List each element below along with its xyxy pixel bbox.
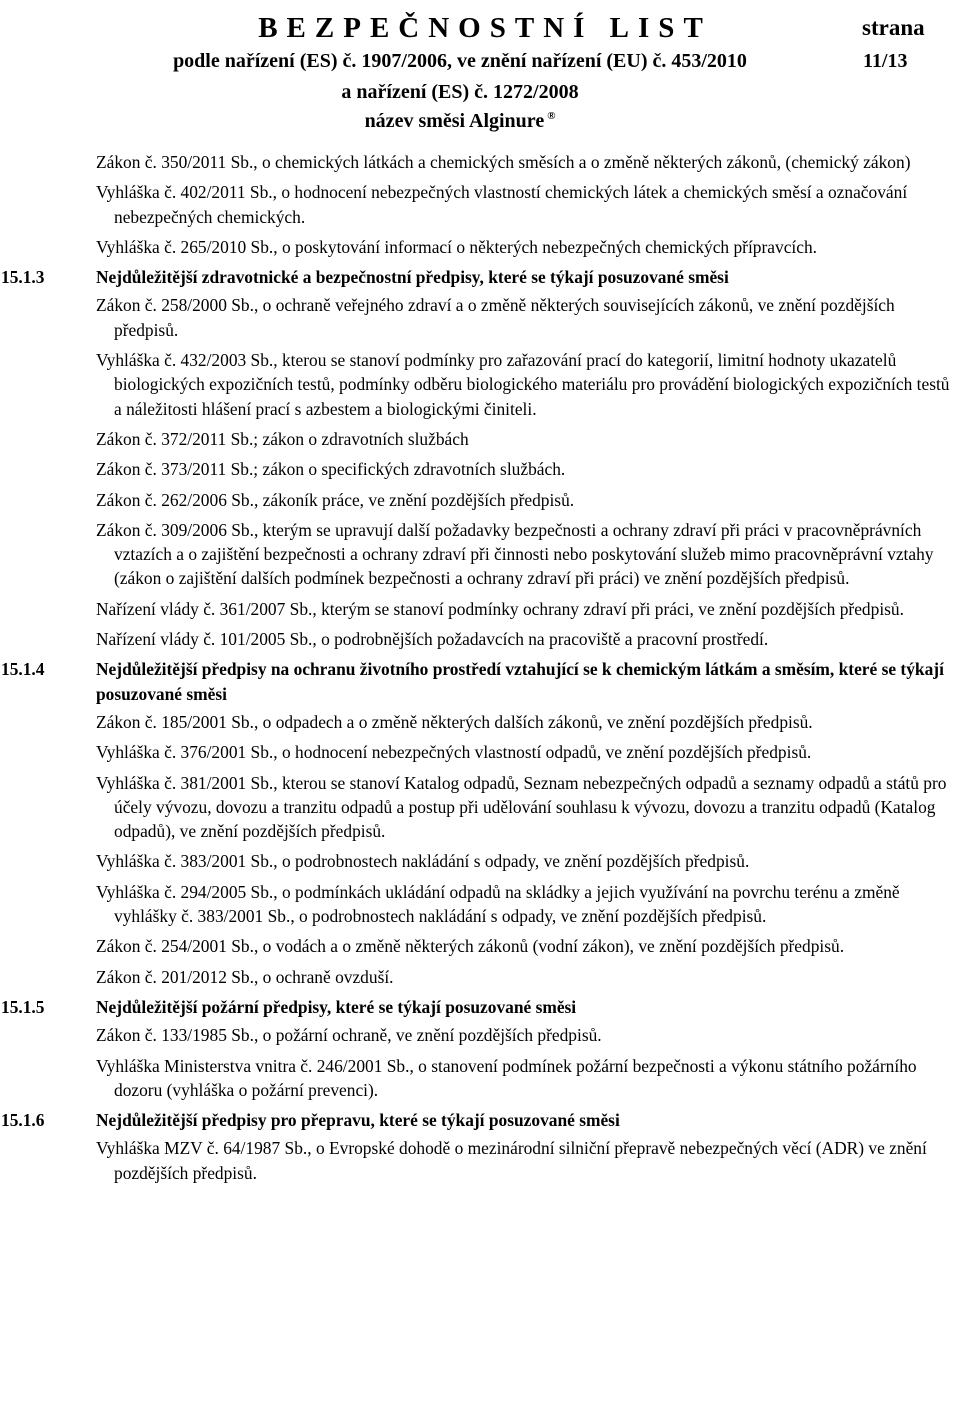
list-item: Zákon č. 350/2011 Sb., o chemických látkách a chemických směsích a o změně některých zákonů, (chemický zákon)	[96, 152, 911, 172]
list-item: Zákon č. 133/1985 Sb., o požární ochraně, ve znění pozdějších předpisů.	[96, 1025, 602, 1046]
page-header	[0, 0, 960, 140]
list-item: Nařízení vlády č. 101/2005 Sb., o podrobnějších požadavcích na pracoviště a pracovní prostředí.	[96, 629, 769, 650]
section-15-1-5	[0, 995, 960, 1102]
page-label: strana	[862, 15, 925, 40]
list-item: Vyhláška č. 432/2003 Sb., kterou se stanoví podmínky pro zařazování prací do kategorií, limitní hodnoty ukazatelů biologických expozičních testů, podmínky odběru biologického materiálu pro provádění biologických expozičních testů a náležitosti hlášení prací s azbestem a biologickými činiteli.	[96, 350, 950, 419]
list-item: Vyhláška č. 294/2005 Sb., o podmínkách ukládání odpadů na skládky a jejich využívání na povrchu terénu a změně vyhlášky č. 383/2001 Sb., o podrobnostech nakládání s odpady, ve znění pozdějších předpisů.	[96, 881, 900, 927]
section-title: Nejdůležitější předpisy pro přepravu, které se týkají posuzované směsi	[96, 1110, 620, 1131]
pre-items-list	[0, 150, 960, 259]
section-15-1-4	[0, 657, 960, 989]
list-item: Vyhláška MZV č. 64/1987 Sb., o Evropské dohodě o mezinárodní silniční přepravě nebezpečných věcí (ADR) ve znění pozdějších předpisů.	[96, 1138, 927, 1183]
list-item: Zákon č. 254/2001 Sb., o vodách a o změně některých zákonů (vodní zákon), ve znění pozdějších předpisů.	[96, 936, 845, 957]
section-heading	[0, 995, 960, 1019]
list-item: Zákon č. 258/2000 Sb., o ochraně veřejného zdraví a o změně některých souvisejících zákonů, ve znění pozdějších předpisů.	[96, 295, 895, 340]
section-heading	[0, 265, 960, 289]
list-item: Vyhláška č. 402/2011 Sb., o hodnocení nebezpečných vlastností chemických látek a chemických směsí a označování nebezpečných chemických.	[96, 182, 908, 227]
list-item: Zákon č. 262/2006 Sb., zákoník práce, ve znění pozdějších předpisů.	[96, 489, 575, 510]
section-heading	[0, 657, 960, 706]
regulation-line-1: podle nařízení (ES) č. 1907/2006, ve znění nařízení (EU) č. 453/2010	[173, 50, 747, 72]
page-number: 11/13	[863, 50, 908, 72]
registered-mark: ®	[547, 110, 556, 123]
list-item: Zákon č. 373/2011 Sb.; zákon o specifických zdravotních službách.	[96, 459, 566, 480]
list-item: Zákon č. 309/2006 Sb., kterým se upravují další požadavky bezpečnosti a ochrany zdraví při práci v pracovněprávních vztazích a o zajištění bezpečnosti a ochrany zdraví při činnosti nebo poskytování služeb mimo pracovněprávní vztahy (zákon o zajištění dalších podmínek bezpečnosti a ochrany zdraví při práci) ve znění pozdějších předpisů.	[96, 519, 934, 589]
section-title: Nejdůležitější předpisy na ochranu životního prostředí vztahující se k chemickým látkám a směsím, které se týkají posuzované směsi	[96, 659, 944, 704]
list-item: Vyhláška Ministerstva vnitra č. 246/2001 Sb., o stanovení podmínek požární bezpečnosti a výkonu státního požárního dozoru (vyhláška o požární prevenci).	[96, 1055, 917, 1100]
list-item: Vyhláška č. 376/2001 Sb., o hodnocení nebezpečných vlastností odpadů, ve znění pozdějších předpisů.	[96, 742, 812, 763]
document-body	[0, 150, 960, 1191]
list-item: Vyhláška č. 381/2001 Sb., kterou se stanoví Katalog odpadů, Seznam nebezpečných odpadů a seznamy odpadů a států pro účely vývozu, dovozu a tranzitu odpadů a postup při udělování souhlasu k vývozu, dovozu a tranzitu odpadů (Katalog odpadů), ve znění pozdějších předpisů.	[96, 772, 947, 842]
list-item: Zákon č. 201/2012 Sb., o ochraně ovzduší.	[96, 966, 394, 987]
mixture-name	[0, 107, 960, 135]
list-item: Nařízení vlády č. 361/2007 Sb., kterým se stanoví podmínky ochrany zdraví při práci, ve znění pozdějších předpisů.	[96, 598, 904, 619]
regulation-line-2: a nařízení (ES) č. 1272/2008	[341, 81, 579, 103]
section-15-1-6	[0, 1108, 960, 1185]
document-title: BEZPEČNOSTNÍ LIST	[258, 12, 712, 44]
section-number: 15.1.3	[1, 267, 45, 288]
section-number: 15.1.4	[1, 659, 45, 680]
section-number: 15.1.6	[1, 1110, 45, 1131]
section-title: Nejdůležitější zdravotnické a bezpečnostní předpisy, které se týkají posuzované směsi	[96, 267, 729, 288]
mixture-name-text: název směsi Alginure	[364, 110, 545, 132]
list-item: Vyhláška č. 383/2001 Sb., o podrobnostech nakládání s odpady, ve znění pozdějších předpisů.	[96, 851, 750, 872]
section-15-1-3	[0, 265, 960, 651]
list-item: Zákon č. 372/2011 Sb.; zákon o zdravotních službách	[96, 428, 469, 449]
list-item: Zákon č. 185/2001 Sb., o odpadech a o změně některých dalších zákonů, ve znění pozdějších předpisů.	[96, 711, 813, 732]
section-heading	[0, 1108, 960, 1132]
section-number: 15.1.5	[1, 996, 45, 1017]
section-title: Nejdůležitější požární předpisy, které se týkají posuzované směsi	[96, 996, 577, 1017]
list-item: Vyhláška č. 265/2010 Sb., o poskytování informací o některých nebezpečných chemických přípravcích.	[96, 236, 818, 257]
